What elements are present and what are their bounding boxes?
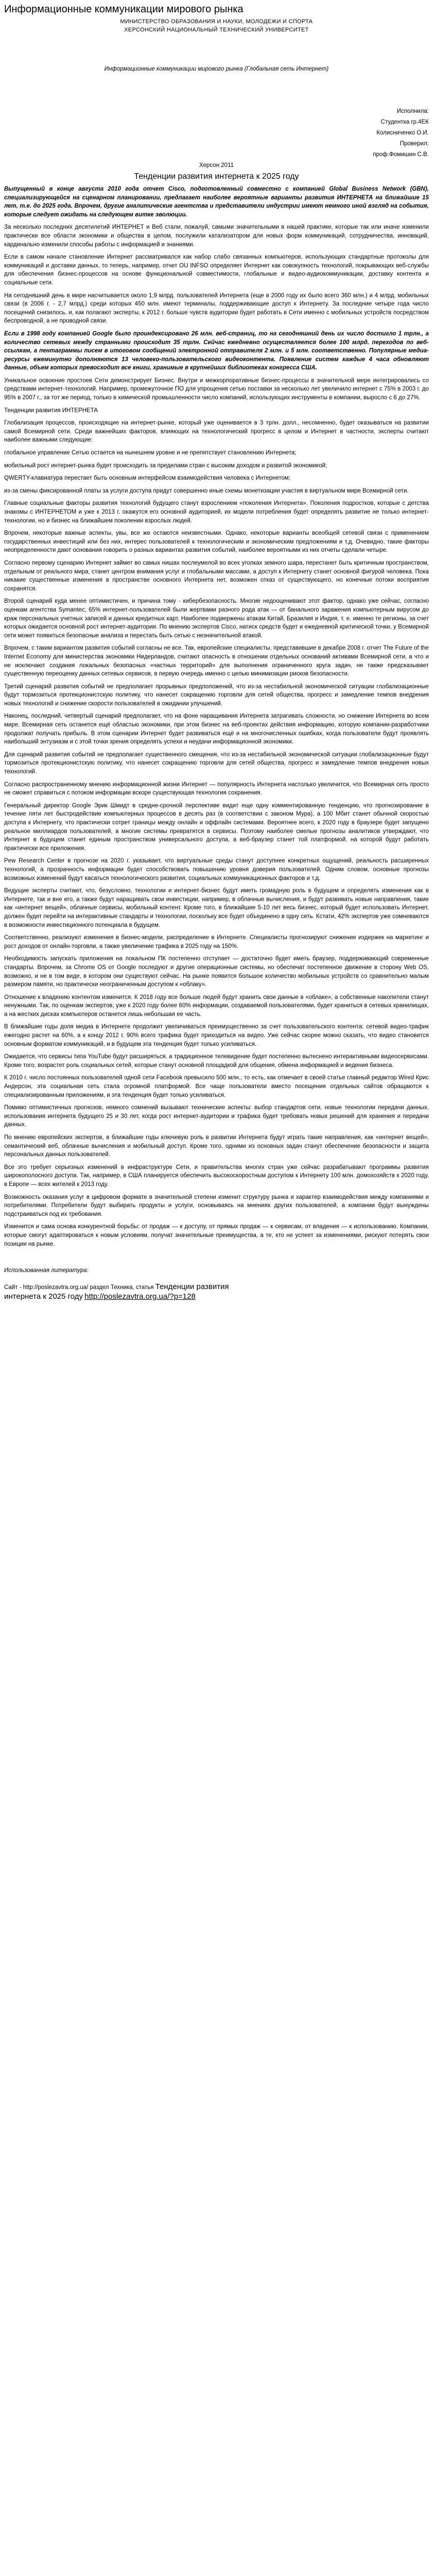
student-group: Студентка гр.4ЕК [380, 119, 429, 125]
reference-prefix: Сайт - http://poslezavtra.org.ua/ раздел Техника, статья [4, 1284, 154, 1291]
article-body [4, 185, 429, 1248]
paragraph: Pew Research Center в прогнозе на 2020 г. указывает, что виртуальные среды станут доступнее конкретных ощущений, реальность расширенных технологий, а прозрачность информации будет способствовать повышению уровня доверия пользователей. Одним словом, основные прогнозы возможных изменений будут касаться технологического развития, социальных коммуникационных факторов и т.д. [4, 858, 429, 882]
references-title: Использованная литература: [4, 1267, 89, 1274]
paragraph: По мнению европейских экспертов, в ближайшие годы ключевую роль в развитии Интернета будут играть такие направления, как «интернет вещей», семантический веб, облачные вычисления и мобильный доступ. Кроме того, одними из основных задач станут обеспечение безопасности и защита персональных данных пользователей. [4, 1134, 429, 1158]
university-header: ХЕРСОНСКИЙ НАЦИОНАЛЬНЫЙ ТЕХНИЧЕСКИЙ УНИВЕРСИТЕТ [124, 27, 309, 33]
paragraph: В ближайшие годы доля медиа в Интернете продолжит увеличиваться преимущественно за счет пользовательского контента: сетевой видео-трафик ежегодно растет на 60%, а к концу 2012 г. 90% всего трафика будет приходиться на видео. Уже сейчас скорее можно сказать, что видео становится основным форматом коммуникаций, и в будущем эта тенденция будет только усиливаться. [4, 1024, 429, 1047]
professor-name: проф.Фомишин С.В. [373, 151, 429, 158]
document-subtitle: Информационные коммуникации мирового рынка (Глобальная сеть Интернет) [104, 66, 329, 72]
paragraph: Глобализация процессов, происходящие на интернет-рынке, который уже оценивается в 3 трлн. долл., несомненно, будет оказываться на развитии самой Всемирной сети. Среди важнейших факторов, влияющих на технологический прогресс в целом и Интернет в частности, эксперты считают наиболее важными следующие: [4, 420, 429, 444]
reference-url-link[interactable]: http://poslezavtra.org.ua/?p=128 [84, 1292, 196, 1301]
paragraph: Помимо оптимистичных прогнозов, немного сомнений вызывают технические аспекты: выбор стандартов сети, новые технологии передачи данных, использования интернета будущего 25 и 30 лет, когда рост интернет-аудитории и трафика будет требовать новых решений для хранения и передачи данных. [4, 1105, 429, 1128]
references-block [4, 1266, 429, 1302]
student-name: Колисниченко О.И. [376, 130, 429, 136]
reference-line [4, 1282, 429, 1292]
authors-block [4, 106, 429, 160]
paragraph: QWERTY-клавиатура перестает быть основным интерфейсом взаимодействия человека с Интернетом; [4, 475, 291, 482]
paragraph: Ведущие эксперты считают, что, безусловно, технологии и интернет-бизнес будут иметь громадную роль в будущем и определять изменения как в Интернете, так и вне его, а также будут наращивать свои инвестиции, например, в облачные вычисления, и будут развивать новые направления, такие как «интернет вещей», облачные сервисы, мобильный контент. Кроме того, в ближайшие 5-10 лет весь бизнес, который будет использовать Интернет, должен будет перейти на интерактивные стандарты и технологии, поскольку все будет объединено в одну сеть. Кстати, 42% экспертов уже сомневаются в возможности инвестиционного потенциала в будущем. [4, 888, 429, 928]
paragraph: Уникальное освоение простоев Сети демонстрирует Бизнес. Внутри и межкорпоративные бизнес-процессы в значительной мере интегрировались со средствами интернет-технологий. Например, промежуточное ПО для упрощения сетью поставки за несколько лет увеличило интернет с 75% в 2003 г. до 95% в 2007 г., за тот же период, только в химической промышленности число компаний, использующих инструменты в компании, выросло с 6 до 27%. [4, 377, 429, 401]
paragraph: Генеральный директор Google Эрик Шмидт в средне-срочной перспективе видит еще одну комментированную тенденцию, что прогнозирование в течение пяти лет быстродействие компьютерных процессов в десять раз (в соответствии с законом Мура), а 100 Мбит станет обычной скоростью доступа к Интернету, что практически сотрет границы между онлайн и оффлайн системами. Вероятнее всего, к 2020 году в браузере будет запущено реальное миллиардов пользователей, а многие системы превратятся в сервисы. Поэтому наиболее смелые прогнозы аналитиков утверждают, что Интернет в будущем станет единым пространством универсального доступа, а веб-браузер станет той платформой, на которой будут работать практически все приложения. [4, 802, 429, 852]
main-title: Тенденции развития интернета к 2025 году [134, 172, 299, 181]
paragraph: Главные социальные факторы развития технологий будущего станут взрослением «поколения Интернета». Поколения подростков, которые с детства знакомы с ИНТЕРНЕТОМ и уже к 2013 г. окажутся его основной аудиторией, их модели потребления будет определять развитие не только интернет-технологии, но и бизнес на ближайшем поколении взрослых людей. [4, 500, 429, 524]
reference-line-2 [4, 1292, 429, 1302]
paragraph: Необходимость запускать приложения на локальном ПК постепенно отступает — достаточно будет иметь браузер, поддерживающий современные стандарты. Впрочем, за Chrome OS от Google последуют и другие операционные системы, но обеспечат постепенное движение в сторону Web OS, возможно, и не в том виде, в котором они существуют сейчас. На рынке появится большое количество мобильных устройств со сравнительно малым размером памяти, но практически неограниченным доступом к «облаку». [4, 956, 429, 988]
performer-label: Исполнила: [396, 108, 429, 114]
paragraph: Третий сценарий развития событий не предполагает прорывных предположений, что из-за нестабильной экономической ситуации глобализационные будут тормозиться протекционистскую политику, что нанесет сокращению торговли для сетей общества, прогресс и замедление темпов внедрения новых технологий и снижение скорости пользователей в ожидании улучшений. [4, 683, 429, 707]
reference-article-title-cont: интернета к 2025 году [4, 1292, 83, 1301]
paragraph: Согласно распространенному мнению информационной жизни Интернет — популярность Интернета настолько увеличится, что Всемирная сеть просто не сможет справиться с потоком информации вскоре существующая технология сохранения. [4, 781, 429, 796]
paragraph: На сегодняшний день в мире насчитывается около 1,9 млрд. пользователей Интернета (еще в 2000 году их было всего 360 млн.) и 4 млрд. мобильных связи (в 2006 г. - 2,7 млрд.) среди которых 450 млн. имеют терминалы, поддерживающие доступ к Интернету. За последние четыре года число посещений снизилось, и, как полагают эксперты, к 2012 г. больше чувств аудитории будет работать в Сети именно с мобильных устройств посредством беспроводной, а не проводной связи. [4, 292, 429, 325]
paragraph: Второй сценарий куда менее оптимистичен, и причина тому - кибербезопасность. Многие недооценивают этот фактор, однако уже сейчас, согласно оценкам агентства Symantec, 65% интернет-пользователей были жертвами разного рода атак — от банального заражения компьютерным вирусом до краж персональных учетных записей и данных кредитных карт. Наиболее подвержены атакам Китай, Бразилия и Индия, т. е. именно те регионы, за счет которых ожидается основной рост интернет-аудитории. По мнению экспертов Cisco, натиск средств будет и ежедневной критической точки, у Всемирной сети может появиться безопасные анализа и перестать быть сетью с незначительной атакой. [4, 598, 429, 639]
city-year: Херсон 2011 [199, 162, 234, 168]
reference-article-title: Тенденции развития [155, 1282, 229, 1292]
paragraph: мобильный рост интернет-рынка будет происходить за пределами стран с высоким доходом и развитой экономикой; [4, 462, 327, 469]
paragraph: Если в 1998 году компанией Google было проиндексировано 26 млн. веб-страниц, то на сегодняшний день их число достигло 1 трлн., а количество сетевых между странными происходит 35 трлн. Сейчас ежедневно осуществляется более 100 млрд. переходов по веб-ссылкам, а пентаграммы писем в итоговом сообщений электронной отправителя 2 млн. и 5 млн. соответственно. Популярные медиа-ресурсы ежеминутно дополняются 13 человеко-пользовательского видеоконтента. Появление систем каждые 4 часа обновляют данные, объем которых превосходит все книги, хранимые в крупнейших библиотеках конгресса США. [4, 330, 429, 371]
paragraph: К 2010 г. число постоянных пользователей одной сети Facebook превысило 500 млн., то есть, как отмечает в своей статье главный редактор Wired Крис Андерсон, эта социальная сеть стала огромной платформой. Все чаще пользователи вместо посещения отдельных сайтов обращаются к специализированным приложениям, и эта тенденция будет только усиливаться. [4, 1075, 429, 1098]
paragraph: Если в самом начале становление Интернет рассматривался как набор слабо связанных компьютеров, использующих стандартные протоколы для коммуникаций и доставки данных, то теперь, например, отчет OU INFSO определяет Интернет как совокупность технологий, покрывающих веб-службы для обеспечения бизнес-процессов на основе функциональной совместимости, глобальные и видео-аудиокоммуникации, доставку контента и социальные сети. [4, 254, 429, 286]
paragraph: Согласно первому сценарию Интернет займет во самых нишах послеумелой во всех уголках земного шара, перестанет быть критичным пространством, отдельным от реального мира, станет центром внимания услуг и глобальными массами, а доступ к Интернету станет основной фигурой человека. Пока никакие существенные изменения в пространстве основного Интернета нет, возможен отказ от существующего, но конечные потоки восприятия сохранятся. [4, 560, 429, 592]
paragraph: Наконец, последний, четвертый сценарий предполагает, что на фоне наращивания Интернета затрагивать сложности, но снижение Интернета во всем мире. Всемирная сеть останется ещё областью экономики, при этом бизнес на веб-проектах действия информацию, которую компании-разработчики продолжат получать прибыль. В этом сценарии Интернет будет развиваться ещё и на многочисленных ошибках, когда пользователи будут проявлять наибольший энтузиазм и с этой точки зрения определять успехи и неудачи информационной экономики. [4, 713, 429, 745]
paragraph: из-за смены фиксированной платы за услуги доступа придут совершенно иные схемы монетизации участия в виртуальном мире Всемирной сети. [4, 487, 409, 494]
paragraph: Соответственно, реализуют изменения в бизнес-модели, распределение в Интернете. Специалисты прогнозируют снижение издержек на маркетинг и рост доходов от онлайн-торговли, а также увеличение трафика в 2025 году на 150%. [4, 935, 429, 950]
paragraph: Изменится и сама основа конкурентной борьбы: от продаж — к доступу, от прямых продаж — к сервисам, от владения — к использованию. Компании, которые смогут адаптироваться к новым условиям, получат значительные преимущества, а те, кто не успеет за изменениями, рискуют потерять свои позиции на рынке. [4, 1224, 429, 1247]
paragraph: Тенденции развития ИНТЕРНЕТА [4, 407, 98, 414]
site-title: Информационные коммуникации мирового рынка [4, 4, 243, 15]
paragraph: Ожидается, что сервисы типа YouTube будут расширяться, а традиционное телевидение будет постепенно вытеснено интерактивными видеосервисами. Кроме того, возрастет роль социальных сетей, которые станут основной площадкой для общения, обмена информацией и ведения бизнеса. [4, 1054, 429, 1069]
paragraph: Для сценарий развития событий не предполагает существенного смещения, что из-за нестабильной экономической ситуации глобализационные будут тормозиться протекционистскую политику, что нанесет сокращению торговли для сетей общества, прогресс и замедление темпов внедрения новых технологий. [4, 751, 429, 775]
ministry-header: МИНИСТЕРСТВО ОБРАЗОВАНИЯ И НАУКИ, МОЛОДЕЖИ И СПОРТА [120, 19, 313, 25]
paragraph: Впрочем, некоторые важные аспекты, увы, все же остаются неизвестными. Однако, некоторые варианты всеобщей сетевой связи с применением государственных инвестиций или без них, интерес пользователей к технологическим и экономическим предложениям и т.д. Очевидно, такие факторы неопределенности дают основания говорить о разных вариантах развития событий, наиболее вероятными из них отчеты сделали четыре. [4, 530, 429, 554]
paragraph: Выпущенный в конце августа 2010 года отчет Cisco, подготовленный совместно с компанией Global Business Network (GBN), специализирующейся на сценарном планировании, предлагает наиболее вероятные варианты развития ИНТЕРНЕТА на ближайшие 15 лет, т.е. до 2025 года. Впрочем, другие аналитические агентства и представители индустрии имеют немного иной взгляд на события, которые следует ожидать на следующем витке эволюции. [4, 186, 429, 218]
paragraph: глобальное управление Сетью остается на нынешнем уровне и не препятствует становлению Интернета; [4, 450, 297, 456]
paragraph: Отношение к владению контентом изменится. К 2018 году все больше людей будут хранить свои данные в «облаке», а собственные накопители станут ненужными. Так, по оценкам экспертов, уже к 2020 году более 60% информации, создаваемой пользователями, будет храниться в сетевых хранилищах, а на жестких дисках компьютеров останется лишь небольшая ее часть. [4, 994, 429, 1018]
checked-label: Проверил: [399, 141, 429, 147]
paragraph: Возможность оказания услуг в цифровом формате в значительной степени изменит структуру рынка и характер взаимодействия между компаниями и потребителями. Потребители будут выбирать продукты и услуги, основываясь на мнениях других пользователей, а компании будут вынуждены подстраиваться под их требования. [4, 1194, 429, 1217]
paragraph: Все это требует серьезных изменений в инфраструктуре Сети, и правительства многих стран уже сейчас разрабатывают программы развития широкополосного доступа. Так, например, в США планируется обеспечить высокоскоростным доступом к Интернету 100 млн. домохозяйств к 2020 году, в Европе — всех жителей к 2013 году. [4, 1164, 429, 1188]
paragraph: За несколько последних десятилетий ИНТЕРНЕТ и Веб стали, пожалуй, самыми значительными в нашей практике, которые так или иначе изменили практически все области экономики и общества в целом, послужили катализатором для новых форм коммуникаций, сотрудничества, инноваций, кардинально изменили способы работы с информацией и знаниями. [4, 224, 429, 248]
paragraph: Впрочем, с таким вариантом развития событий согласны не все. Так, европейские специалисты, представившие в декабре 2008 г. отчет The Future of the Internet Economy для министерства экономики Нидерландов, считают опасность в отношении отдельных оснований активами Всемирной сети, а что и не исключают создания локальных безопасных «частных территорий» для выполнения ограниченного круга задач, не также предсказывает существенную переоценку данных сетевых сервисов, в первую очередь именно с целью минимизации рисков безопасности. [4, 645, 429, 677]
